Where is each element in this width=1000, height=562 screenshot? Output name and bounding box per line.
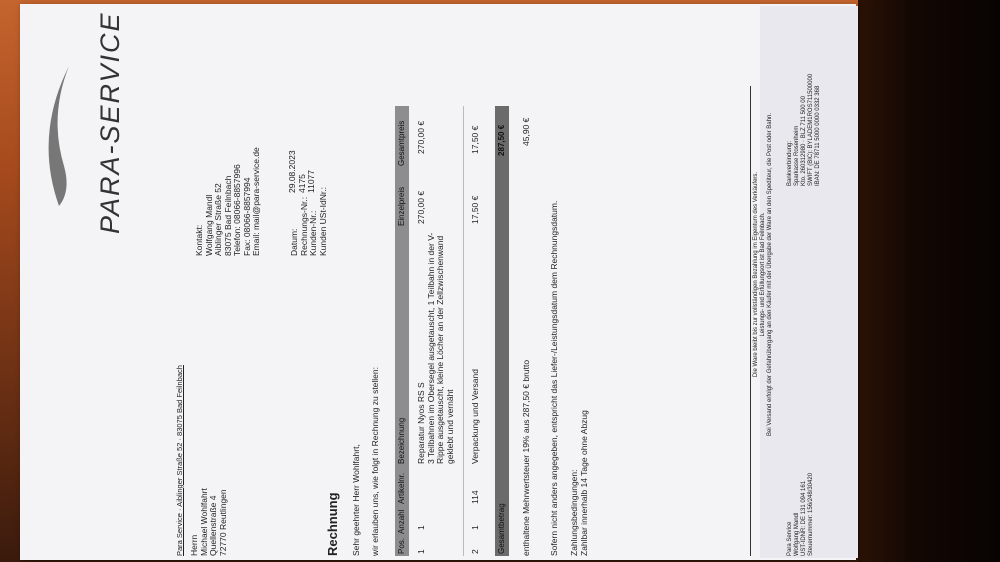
meta-value: 11077 [306,169,316,193]
row-total: 17,50 € [470,125,480,154]
contact-line: Telefon: 08066-8857996 [232,164,242,256]
col-qty: Anzahl [397,509,406,534]
total-label: Gesamtbetrag [497,503,506,554]
contact-line: Email: mail@para-service.de [251,147,261,256]
col-unit: Einzelpreis [397,186,406,226]
contact-line: 83075 Bad Feilnbach [222,175,233,256]
meta-label: Kunden-Nr.: [308,210,318,256]
col-total: Gesamtpreis [397,120,406,166]
meta-value: 29.08.2023 [287,150,297,193]
contact-block [195,147,262,256]
row-pos: 1 [416,549,426,554]
meta-values [288,150,326,193]
meta-value: 4175 [296,174,307,193]
recipient-line: Herrn [189,534,199,556]
total-value: 287,50 € [497,124,506,156]
row-qty: 1 [470,525,480,530]
col-art: Artikelnr. [397,472,406,504]
greeting: Sehr geehrter Herr Wohlfahrt, [351,444,361,556]
meta-label: Kunden USt-IdNr.: [317,187,328,256]
invoice-page [25,6,855,556]
row-desc: Reparatur Nyos RS S 3 Teilbahnen im Obersegel ausgetauscht, 1 Teilbahn in der V- Rippe ausgetauscht, kleine Löcher an der Zellzwischenwand geklebt und vernäht [416,232,455,464]
invoice-meta-labels [290,187,328,256]
delivery-note: Sofern nicht anders angegeben, entspricht das Liefer-/Leistungsdatum dem Rechnungsdatum. [549,200,559,556]
sender-address-line: Para Service · Aiblinger Straße 52 · 83075 Bad Feilnbach [175,365,184,556]
footer-divider [750,86,751,556]
table-header [395,106,409,556]
meta-label: Rechnungs-Nr.: [298,196,309,256]
recipient-address [190,488,228,556]
row-art: 114 [470,490,480,504]
recipient-line: Quellenstraße 4 [208,495,218,556]
recipient-line: 72770 Reutlingen [217,489,228,556]
document-title: Rechnung [325,492,340,556]
table-total-row [495,106,509,556]
row-desc: Verpackung und Versand [470,369,480,464]
contact-line: Aiblinger Straße 52 [213,183,223,256]
meta-value [317,150,327,193]
contact-line: Kontakt: [194,224,204,256]
logo-wordmark: PARA-SERVICE [95,11,125,234]
payment-terms: Zahlungsbedingungen: Zahlbar innerhalb 14 Tage ohne Abzug [569,410,589,556]
col-pos: Pos. [397,537,406,554]
footer-bank: Bankverbindung: Sparkasse Rosenheim Kto. 260312980 · BLZ 711 500 00 SWIFT (BIC): BYLADEM1ROS711500000 IBAN: DE 78711 5000 0000 0332 368 [787,73,821,186]
row-pos: 2 [470,549,480,554]
recipient-line: Michael Wohlfahrt [198,488,209,556]
meta-label: Datum: [289,228,299,256]
row-unit: 270,00 € [416,190,426,224]
footer-notice: Die Ware bleibt bis zur vollständigen Bezahlung im Eigentum des Verkäufers. Leistungs- und Erfüllungsort ist Bad Feilnbach. Bei Versand erfolgt der Gefahrübergang an den Käufer mit der Übergabe der Ware an den Spediteur, die Post oder Bahn. [753,113,773,436]
vat-text: enthaltene Mehrwertsteuer 19% aus 287,50 € brutto [521,359,531,556]
contact-line: Wolfgang Mandl [203,194,214,256]
intro-text: wir erlauben uns, wie folgt in Rechnung zu stellen: [370,367,380,556]
vat-value: 45,90 € [521,117,531,146]
footer-company: Para Service Wolfgang Mandl UST-IDNR: DE 131 094 161 Steuernummer: 156/248/30420 [787,472,814,556]
row-total: 270,00 € [416,120,426,154]
row-qty: 1 [416,525,426,530]
dark-shadow-area [858,0,1000,562]
contact-line: Fax: 08066-8857994 [241,177,252,256]
col-desc: Bezeichnung [397,417,406,464]
row-unit: 17,50 € [470,195,480,224]
